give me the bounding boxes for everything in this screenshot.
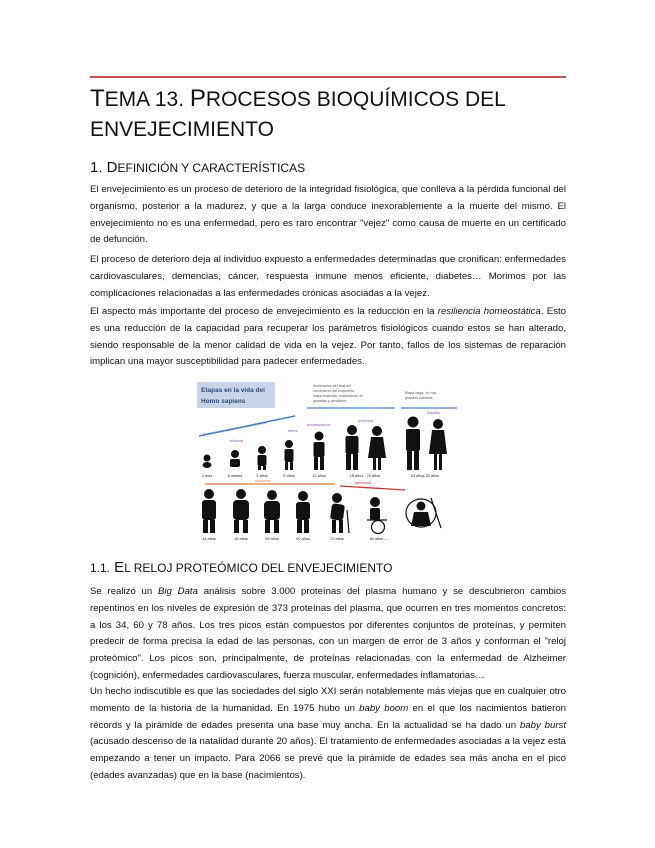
age-1mes: 1 mes <box>201 474 213 478</box>
age-18-23anos: 18 años - 23 años <box>349 474 381 478</box>
age-60anos: 60 años <box>296 537 310 541</box>
figure-70anos-cane <box>330 493 349 533</box>
paragraph-proteomic-clock: Se realizó un Big Data análisis sobre 3.000 proteínas del plasma humano y se descubrieron cambios repentinos en los niveles de expresión de 373 proteínas del plasma, que ocurren en tres momentos concretos: a los 34, 60 y 78 años. Los tres picos están compuestos por diferentes conjuntos de proteínas, y permiten predecir de forma precisa la edad de las personas, con un margen de error de 3 años y conforman el "reloj proteómico". Los picos son, principalmente, de proteínas relacionadas con la enfermedad de Alzheimer (cognición), enfermedades cardiovasculares, fuerza muscular, enfermedades inflamatorias… <box>90 586 567 681</box>
growth-label: Crecimiento y altura de la masa corporal <box>202 420 267 437</box>
accel-note-3: masa muscular, maduración de <box>313 394 363 398</box>
figure-title-line1: Etapas en la vida del <box>201 387 265 394</box>
figure-55anos <box>264 490 280 533</box>
age-12anos: 12 años <box>312 474 326 478</box>
figure-death-reaper <box>406 498 441 528</box>
stage-adolescencia: adolescencia <box>307 422 331 427</box>
stage-juventud: juventud <box>358 418 374 423</box>
age-34anos: 34 años <box>202 537 216 541</box>
age-6meses: 6 meses <box>227 474 243 478</box>
figure-title-line2: Homo sapiens <box>201 398 246 405</box>
age-24-33anos: 24 años-33 años <box>410 474 440 478</box>
age-45anos: 45 años <box>234 537 248 541</box>
senectud-arrow <box>340 486 405 490</box>
figure-34anos <box>202 489 216 533</box>
paragraph-resilience: El aspecto más importante del proceso de envejecimiento es la reducción en la resiliencia homeostática. Esto es una reducción de la capacidad para recuperar los parámetros fisiológicos cuando estos se han alterado, siendo responsable de la menor calidad de vida en la vejez. Por tanto, fallos de los sistemas de reparación implican una mayor susceptibilidad para padecer enfermedades. <box>90 306 567 368</box>
age-6anos: 6 años <box>283 474 295 478</box>
stage-infancia: infancia <box>229 438 243 443</box>
stage-adultez: Adultez <box>427 410 441 415</box>
figure-3anos <box>258 446 267 470</box>
figure-adult-male <box>406 417 420 471</box>
stage-madurez: madurez <box>255 478 271 483</box>
figure-45anos <box>233 489 249 533</box>
title-rule <box>90 76 566 78</box>
figure-1mes <box>203 455 212 469</box>
figure-adult-female <box>429 419 447 470</box>
stage-ninez: niñez <box>288 428 298 433</box>
figure-80anos-wheelchair <box>367 497 387 534</box>
page-title: TEMA 13. PROCESOS BIOQUÍMICOS DEL ENVEJECIMIENTO <box>90 85 506 141</box>
age-70anos: 70 años <box>330 537 344 541</box>
section-heading-1: 1. DEFINICIÓN Y CARACTERÍSTICAS <box>90 159 306 176</box>
paragraph-diseases: El proceso de deterioro deja al individuo expuesto a enfermedades determinadas que cronifican: enfermedades cardiovasculares, demencias, cáncer, respuesta inmune menos eficiente, diabetes… Morimos por las complicaciones relacionadas a las enfermedades crónicas asociadas a la vejez. <box>90 254 566 299</box>
figure-18anos-male <box>346 425 359 470</box>
age-55anos: 55 años <box>265 537 279 541</box>
accel-note-1: Aceleración del final del <box>313 384 351 388</box>
age-80anos: 80 años .... <box>369 537 389 541</box>
paragraph-definition: El envejecimiento es un proceso de deterioro de la integridad fisiológica, que conlleva a la pérdida funcional del organismo, posterior a la madurez, y que a la larga conduce inexorablemente a la muerte del mismo. El envejecimiento no es una enfermedad, pero es raro encontrar "vejez" como causa de muerte en un certificado de defunción. <box>90 184 566 246</box>
bottom-ages <box>202 537 388 541</box>
section-heading-1-1: 1.1. EL RELOJ PROTEÓMICO DEL ENVEJECIMIENTO <box>90 559 393 576</box>
bottom-figures <box>202 489 441 534</box>
paragraph-aging-society: Un hecho indiscutible es que las sociedades del siglo XXI serán notablemente más viejas que en cualquier otro momento de la historia de la humanidad. En 1975 hubo un baby boom en el que los nacimientos batieron récords y la pirámide de edades presenta una base muy ancha. En la actualidad se ha dado un baby burst (acusado descenso de la natalidad durante 20 años). El tratamiento de enfermedades asociadas a la vejez está empezando a tener un impacto. Para 2066 se prevé que la pirámide de edades sea más ancha en el pico (edades avanzadas) que en la base (nacimientos). <box>90 686 567 781</box>
stable-note-2: grandes cambios <box>405 396 433 400</box>
life-stages-figure <box>195 378 461 543</box>
age-3anos: 3 años <box>256 474 268 478</box>
figure-6anos <box>285 440 294 470</box>
figure-60anos <box>296 491 310 533</box>
accel-note-4: gónadas y pendiente <box>313 399 347 403</box>
accel-note-2: crecimiento del esqueleto, <box>313 389 355 393</box>
figure-23anos-female <box>368 426 386 470</box>
stable-note-1: Etapa larga, no hay <box>405 391 437 395</box>
stage-senectud: senectud <box>355 480 372 485</box>
figure-12anos <box>314 432 325 471</box>
top-ages <box>202 474 439 478</box>
figure-6meses <box>230 450 240 467</box>
